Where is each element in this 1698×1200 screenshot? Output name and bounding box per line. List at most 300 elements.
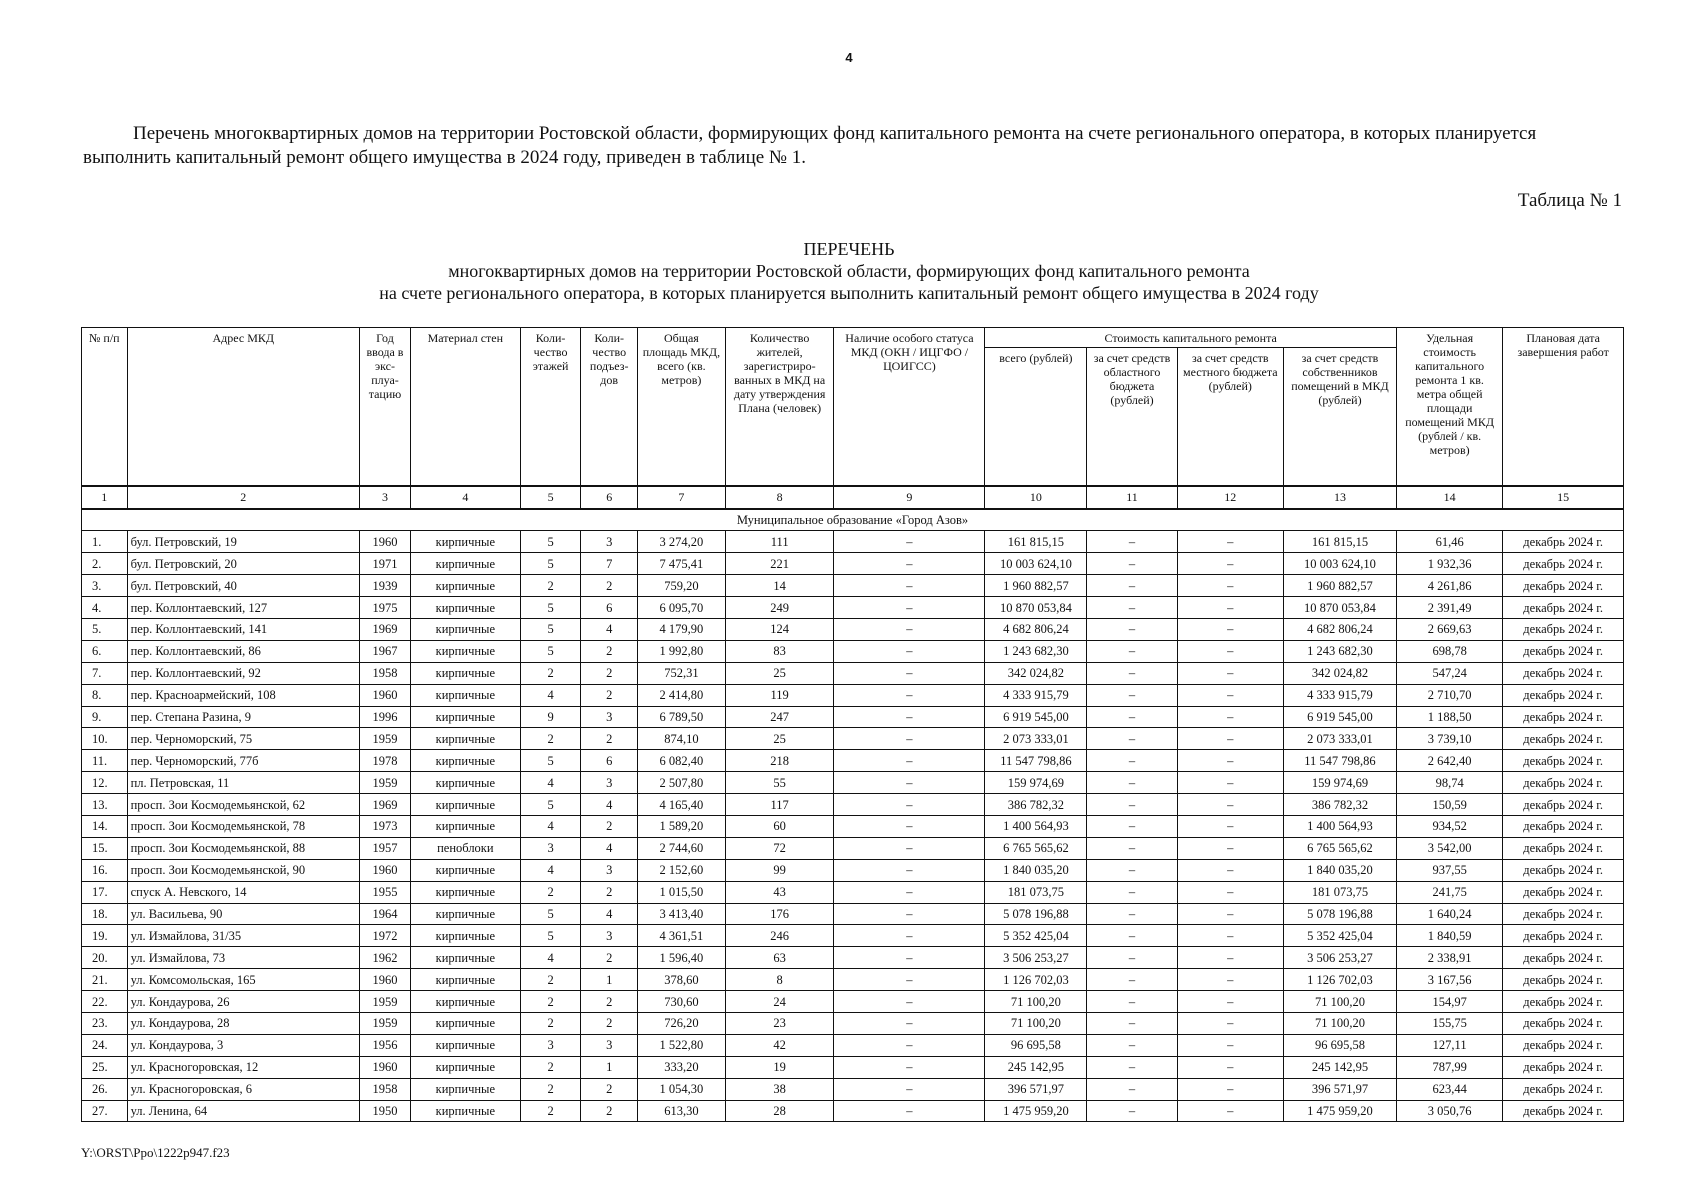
cost-regional-cell: –	[1087, 1100, 1177, 1122]
floors-cell: 5	[520, 925, 581, 947]
wall-material-cell: кирпичные	[411, 925, 521, 947]
cost-regional-cell: –	[1087, 794, 1177, 816]
cost-local-cell: –	[1177, 947, 1283, 969]
row-number: 1.	[82, 531, 128, 553]
floors-cell: 2	[520, 991, 581, 1013]
status-cell: –	[834, 640, 985, 662]
table-row	[82, 640, 1624, 662]
table-row	[82, 1034, 1624, 1056]
entrances-cell: 6	[581, 750, 637, 772]
area-cell: 7 475,41	[637, 553, 725, 575]
area-cell: 1 015,50	[637, 881, 725, 903]
specific-cost-cell: 3 167,56	[1396, 969, 1502, 991]
status-cell: –	[834, 925, 985, 947]
row-number: 27.	[82, 1100, 128, 1122]
specific-cost-cell: 4 261,86	[1396, 575, 1502, 597]
completion-date-cell: декабрь 2024 г.	[1503, 1012, 1624, 1034]
table-label: Таблица № 1	[1517, 190, 1622, 211]
residents-cell: 24	[725, 991, 834, 1013]
specific-cost-cell: 2 338,91	[1396, 947, 1502, 969]
intro-paragraph: Перечень многоквартирных домов на территории Ростовской области, формирующих фонд капитального ремонта на счете регионального оператора, в которых планируется выполнить капитальный ремонт общего имущества в 2024 году, приведен в таблице № 1.	[83, 123, 1537, 168]
table-row	[82, 531, 1624, 553]
completion-date-cell: декабрь 2024 г.	[1503, 859, 1624, 881]
cost-local-cell: –	[1177, 815, 1283, 837]
header-col-6: Коли-чество подъез-дов	[581, 328, 637, 486]
completion-date-cell: декабрь 2024 г.	[1503, 772, 1624, 794]
cost-owners-cell: 1 400 564,93	[1283, 815, 1396, 837]
table-row	[82, 728, 1624, 750]
area-cell: 1 589,20	[637, 815, 725, 837]
address-cell: бул. Петровский, 40	[127, 575, 359, 597]
table-row	[82, 794, 1624, 816]
table-row	[82, 553, 1624, 575]
cost-local-cell: –	[1177, 1056, 1283, 1078]
residents-cell: 119	[725, 684, 834, 706]
status-cell: –	[834, 1012, 985, 1034]
area-cell: 3 413,40	[637, 903, 725, 925]
year-cell: 1971	[359, 553, 410, 575]
cost-local-cell: –	[1177, 750, 1283, 772]
cost-local-cell: –	[1177, 1012, 1283, 1034]
entrances-cell: 3	[581, 859, 637, 881]
wall-material-cell: кирпичные	[411, 1034, 521, 1056]
area-cell: 4 179,90	[637, 618, 725, 640]
row-number: 2.	[82, 553, 128, 575]
entrances-cell: 3	[581, 531, 637, 553]
specific-cost-cell: 155,75	[1396, 1012, 1502, 1034]
cost-owners-cell: 2 073 333,01	[1283, 728, 1396, 750]
completion-date-cell: декабрь 2024 г.	[1503, 553, 1624, 575]
address-cell: пер. Коллонтаевский, 92	[127, 662, 359, 684]
cost-local-cell: –	[1177, 531, 1283, 553]
cost-local-cell: –	[1177, 618, 1283, 640]
cost-owners-cell: 386 782,32	[1283, 794, 1396, 816]
header-row-1	[82, 328, 1624, 348]
cost-total-cell: 71 100,20	[985, 991, 1087, 1013]
cost-regional-cell: –	[1087, 1056, 1177, 1078]
cost-total-cell: 4 333 915,79	[985, 684, 1087, 706]
column-number: 6	[581, 486, 637, 509]
address-cell: просп. Зои Космодемьянской, 90	[127, 859, 359, 881]
row-number: 13.	[82, 794, 128, 816]
specific-cost-cell: 2 669,63	[1396, 618, 1502, 640]
cost-total-cell: 3 506 253,27	[985, 947, 1087, 969]
row-number: 12.	[82, 772, 128, 794]
cost-regional-cell: –	[1087, 706, 1177, 728]
area-cell: 2 152,60	[637, 859, 725, 881]
status-cell: –	[834, 772, 985, 794]
cost-regional-cell: –	[1087, 772, 1177, 794]
wall-material-cell: кирпичные	[411, 706, 521, 728]
floors-cell: 3	[520, 1034, 581, 1056]
specific-cost-cell: 150,59	[1396, 794, 1502, 816]
cost-regional-cell: –	[1087, 947, 1177, 969]
wall-material-cell: кирпичные	[411, 728, 521, 750]
area-cell: 730,60	[637, 991, 725, 1013]
column-number: 11	[1087, 486, 1177, 509]
cost-local-cell: –	[1177, 662, 1283, 684]
cost-owners-cell: 5 078 196,88	[1283, 903, 1396, 925]
residents-cell: 72	[725, 837, 834, 859]
status-cell: –	[834, 662, 985, 684]
year-cell: 1967	[359, 640, 410, 662]
footer-file-path: Y:\ORST\Ppo\1222p947.f23	[81, 1145, 230, 1160]
table-row	[82, 662, 1624, 684]
status-cell: –	[834, 947, 985, 969]
cost-total-cell: 1 840 035,20	[985, 859, 1087, 881]
residents-cell: 124	[725, 618, 834, 640]
entrances-cell: 1	[581, 969, 637, 991]
specific-cost-cell: 1 188,50	[1396, 706, 1502, 728]
entrances-cell: 3	[581, 772, 637, 794]
header-col-12: за счет средств местного бюджета (рублей)	[1177, 348, 1283, 486]
cost-total-cell: 6 765 565,62	[985, 837, 1087, 859]
floors-cell: 5	[520, 640, 581, 662]
year-cell: 1972	[359, 925, 410, 947]
wall-material-cell: кирпичные	[411, 597, 521, 619]
completion-date-cell: декабрь 2024 г.	[1503, 662, 1624, 684]
status-cell: –	[834, 597, 985, 619]
cost-local-cell: –	[1177, 1034, 1283, 1056]
address-cell: пер. Красноармейский, 108	[127, 684, 359, 706]
residents-cell: 43	[725, 881, 834, 903]
column-numbers-row	[82, 486, 1624, 509]
cost-local-cell: –	[1177, 1078, 1283, 1100]
specific-cost-cell: 1 640,24	[1396, 903, 1502, 925]
cost-owners-cell: 71 100,20	[1283, 991, 1396, 1013]
floors-cell: 4	[520, 859, 581, 881]
header-cost-group: Стоимость капитального ремонта	[985, 328, 1397, 348]
status-cell: –	[834, 1078, 985, 1100]
row-number: 11.	[82, 750, 128, 772]
floors-cell: 2	[520, 1100, 581, 1122]
row-number: 24.	[82, 1034, 128, 1056]
entrances-cell: 2	[581, 662, 637, 684]
cost-regional-cell: –	[1087, 881, 1177, 903]
cost-total-cell: 1 126 702,03	[985, 969, 1087, 991]
floors-cell: 5	[520, 553, 581, 575]
header-col-5: Коли-чество этажей	[520, 328, 581, 486]
cost-owners-cell: 5 352 425,04	[1283, 925, 1396, 947]
address-cell: просп. Зои Космодемьянской, 88	[127, 837, 359, 859]
floors-cell: 4	[520, 772, 581, 794]
wall-material-cell: кирпичные	[411, 903, 521, 925]
residents-cell: 249	[725, 597, 834, 619]
status-cell: –	[834, 553, 985, 575]
table-row	[82, 969, 1624, 991]
completion-date-cell: декабрь 2024 г.	[1503, 728, 1624, 750]
year-cell: 1959	[359, 991, 410, 1013]
header-col-2: Адрес МКД	[127, 328, 359, 486]
row-number: 3.	[82, 575, 128, 597]
table-title	[0, 238, 1698, 304]
wall-material-cell: кирпичные	[411, 750, 521, 772]
wall-material-cell: кирпичные	[411, 1012, 521, 1034]
wall-material-cell: кирпичные	[411, 575, 521, 597]
wall-material-cell: кирпичные	[411, 815, 521, 837]
column-number: 5	[520, 486, 581, 509]
entrances-cell: 3	[581, 1034, 637, 1056]
year-cell: 1969	[359, 794, 410, 816]
status-cell: –	[834, 618, 985, 640]
address-cell: пер. Коллонтаевский, 141	[127, 618, 359, 640]
row-number: 10.	[82, 728, 128, 750]
header-col-11: за счет средств областного бюджета (рублей)	[1087, 348, 1177, 486]
status-cell: –	[834, 903, 985, 925]
cost-total-cell: 342 024,82	[985, 662, 1087, 684]
entrances-cell: 2	[581, 684, 637, 706]
row-number: 7.	[82, 662, 128, 684]
table-row	[82, 1056, 1624, 1078]
cost-owners-cell: 181 073,75	[1283, 881, 1396, 903]
completion-date-cell: декабрь 2024 г.	[1503, 597, 1624, 619]
year-cell: 1973	[359, 815, 410, 837]
address-cell: пер. Черноморский, 75	[127, 728, 359, 750]
entrances-cell: 2	[581, 947, 637, 969]
area-cell: 6 095,70	[637, 597, 725, 619]
cost-owners-cell: 1 960 882,57	[1283, 575, 1396, 597]
cost-total-cell: 71 100,20	[985, 1012, 1087, 1034]
header-col-9: Наличие особого статуса МКД (ОКН / ИЦГФО / ЦОИГСС)	[834, 328, 985, 486]
year-cell: 1958	[359, 662, 410, 684]
specific-cost-cell: 937,55	[1396, 859, 1502, 881]
row-number: 18.	[82, 903, 128, 925]
column-number: 10	[985, 486, 1087, 509]
cost-regional-cell: –	[1087, 1034, 1177, 1056]
floors-cell: 2	[520, 662, 581, 684]
address-cell: бул. Петровский, 19	[127, 531, 359, 553]
column-number: 3	[359, 486, 410, 509]
header-col-15: Плановая дата завершения работ	[1503, 328, 1624, 486]
cost-total-cell: 11 547 798,86	[985, 750, 1087, 772]
completion-date-cell: декабрь 2024 г.	[1503, 837, 1624, 859]
cost-local-cell: –	[1177, 925, 1283, 947]
area-cell: 333,20	[637, 1056, 725, 1078]
completion-date-cell: декабрь 2024 г.	[1503, 1034, 1624, 1056]
cost-owners-cell: 342 024,82	[1283, 662, 1396, 684]
status-cell: –	[834, 1056, 985, 1078]
entrances-cell: 2	[581, 881, 637, 903]
table-row	[82, 1012, 1624, 1034]
wall-material-cell: кирпичные	[411, 881, 521, 903]
entrances-cell: 1	[581, 1056, 637, 1078]
specific-cost-cell: 98,74	[1396, 772, 1502, 794]
year-cell: 1959	[359, 1012, 410, 1034]
residents-cell: 246	[725, 925, 834, 947]
title-line-1: ПЕРЕЧЕНЬ	[803, 239, 895, 259]
cost-local-cell: –	[1177, 684, 1283, 706]
table-row	[82, 925, 1624, 947]
row-number: 19.	[82, 925, 128, 947]
wall-material-cell: кирпичные	[411, 794, 521, 816]
address-cell: ул. Васильева, 90	[127, 903, 359, 925]
status-cell: –	[834, 1100, 985, 1122]
status-cell: –	[834, 859, 985, 881]
floors-cell: 5	[520, 903, 581, 925]
area-cell: 726,20	[637, 1012, 725, 1034]
wall-material-cell: кирпичные	[411, 772, 521, 794]
header-col-13: за счет средств собственников помещений в МКД (рублей)	[1283, 348, 1396, 486]
completion-date-cell: декабрь 2024 г.	[1503, 903, 1624, 925]
cost-regional-cell: –	[1087, 750, 1177, 772]
status-cell: –	[834, 881, 985, 903]
wall-material-cell: кирпичные	[411, 531, 521, 553]
wall-material-cell: кирпичные	[411, 859, 521, 881]
floors-cell: 5	[520, 531, 581, 553]
row-number: 6.	[82, 640, 128, 662]
row-number: 26.	[82, 1078, 128, 1100]
wall-material-cell: кирпичные	[411, 640, 521, 662]
cost-total-cell: 1 400 564,93	[985, 815, 1087, 837]
address-cell: ул. Кондаурова, 28	[127, 1012, 359, 1034]
address-cell: ул. Измайлова, 31/35	[127, 925, 359, 947]
cost-owners-cell: 10 003 624,10	[1283, 553, 1396, 575]
area-cell: 1 522,80	[637, 1034, 725, 1056]
header-col-7: Общая площадь МКД, всего (кв. метров)	[637, 328, 725, 486]
cost-local-cell: –	[1177, 991, 1283, 1013]
cost-regional-cell: –	[1087, 728, 1177, 750]
completion-date-cell: декабрь 2024 г.	[1503, 947, 1624, 969]
floors-cell: 5	[520, 750, 581, 772]
cost-regional-cell: –	[1087, 903, 1177, 925]
floors-cell: 3	[520, 837, 581, 859]
entrances-cell: 4	[581, 837, 637, 859]
wall-material-cell: кирпичные	[411, 618, 521, 640]
status-cell: –	[834, 575, 985, 597]
residents-cell: 25	[725, 662, 834, 684]
status-cell: –	[834, 750, 985, 772]
status-cell: –	[834, 837, 985, 859]
cost-local-cell: –	[1177, 969, 1283, 991]
year-cell: 1975	[359, 597, 410, 619]
floors-cell: 4	[520, 684, 581, 706]
cost-total-cell: 10 870 053,84	[985, 597, 1087, 619]
table-row	[82, 684, 1624, 706]
area-cell: 3 274,20	[637, 531, 725, 553]
year-cell: 1950	[359, 1100, 410, 1122]
floors-cell: 5	[520, 618, 581, 640]
table-row	[82, 575, 1624, 597]
cost-total-cell: 96 695,58	[985, 1034, 1087, 1056]
row-number: 21.	[82, 969, 128, 991]
cost-local-cell: –	[1177, 706, 1283, 728]
residents-cell: 111	[725, 531, 834, 553]
row-number: 20.	[82, 947, 128, 969]
cost-total-cell: 10 003 624,10	[985, 553, 1087, 575]
completion-date-cell: декабрь 2024 г.	[1503, 531, 1624, 553]
residents-cell: 218	[725, 750, 834, 772]
cost-local-cell: –	[1177, 597, 1283, 619]
cost-total-cell: 181 073,75	[985, 881, 1087, 903]
column-number: 2	[127, 486, 359, 509]
table-row	[82, 772, 1624, 794]
cost-total-cell: 159 974,69	[985, 772, 1087, 794]
residents-cell: 25	[725, 728, 834, 750]
address-cell: пер. Степана Разина, 9	[127, 706, 359, 728]
row-number: 25.	[82, 1056, 128, 1078]
cost-total-cell: 1 960 882,57	[985, 575, 1087, 597]
cost-local-cell: –	[1177, 640, 1283, 662]
area-cell: 1 596,40	[637, 947, 725, 969]
area-cell: 1 992,80	[637, 640, 725, 662]
residents-cell: 23	[725, 1012, 834, 1034]
year-cell: 1957	[359, 837, 410, 859]
cost-regional-cell: –	[1087, 575, 1177, 597]
specific-cost-cell: 3 739,10	[1396, 728, 1502, 750]
cost-regional-cell: –	[1087, 815, 1177, 837]
row-number: 5.	[82, 618, 128, 640]
cost-total-cell: 386 782,32	[985, 794, 1087, 816]
entrances-cell: 2	[581, 1100, 637, 1122]
specific-cost-cell: 2 642,40	[1396, 750, 1502, 772]
floors-cell: 2	[520, 1012, 581, 1034]
cost-owners-cell: 1 475 959,20	[1283, 1100, 1396, 1122]
cost-owners-cell: 159 974,69	[1283, 772, 1396, 794]
table-row	[82, 1078, 1624, 1100]
floors-cell: 2	[520, 1078, 581, 1100]
specific-cost-cell: 127,11	[1396, 1034, 1502, 1056]
residents-cell: 247	[725, 706, 834, 728]
residents-cell: 99	[725, 859, 834, 881]
year-cell: 1969	[359, 618, 410, 640]
year-cell: 1960	[359, 531, 410, 553]
address-cell: ул. Измайлова, 73	[127, 947, 359, 969]
cost-total-cell: 6 919 545,00	[985, 706, 1087, 728]
residents-cell: 221	[725, 553, 834, 575]
address-cell: пер. Коллонтаевский, 86	[127, 640, 359, 662]
status-cell: –	[834, 728, 985, 750]
column-number: 7	[637, 486, 725, 509]
cost-regional-cell: –	[1087, 553, 1177, 575]
wall-material-cell: кирпичные	[411, 947, 521, 969]
address-cell: пер. Черноморский, 77б	[127, 750, 359, 772]
specific-cost-cell: 1 840,59	[1396, 925, 1502, 947]
cost-local-cell: –	[1177, 553, 1283, 575]
column-number: 8	[725, 486, 834, 509]
year-cell: 1962	[359, 947, 410, 969]
entrances-cell: 3	[581, 925, 637, 947]
specific-cost-cell: 623,44	[1396, 1078, 1502, 1100]
wall-material-cell: кирпичные	[411, 553, 521, 575]
column-number: 13	[1283, 486, 1396, 509]
year-cell: 1960	[359, 969, 410, 991]
status-cell: –	[834, 1034, 985, 1056]
area-cell: 759,20	[637, 575, 725, 597]
address-cell: ул. Красногоровская, 6	[127, 1078, 359, 1100]
specific-cost-cell: 3 050,76	[1396, 1100, 1502, 1122]
address-cell: ул. Кондаурова, 26	[127, 991, 359, 1013]
cost-regional-cell: –	[1087, 1012, 1177, 1034]
completion-date-cell: декабрь 2024 г.	[1503, 1100, 1624, 1122]
completion-date-cell: декабрь 2024 г.	[1503, 684, 1624, 706]
cost-local-cell: –	[1177, 772, 1283, 794]
completion-date-cell: декабрь 2024 г.	[1503, 991, 1624, 1013]
specific-cost-cell: 1 932,36	[1396, 553, 1502, 575]
entrances-cell: 2	[581, 575, 637, 597]
entrances-cell: 2	[581, 1078, 637, 1100]
header-col-10: всего (рублей)	[985, 348, 1087, 486]
area-cell: 2 507,80	[637, 772, 725, 794]
specific-cost-cell: 61,46	[1396, 531, 1502, 553]
residents-cell: 38	[725, 1078, 834, 1100]
completion-date-cell: декабрь 2024 г.	[1503, 1078, 1624, 1100]
floors-cell: 5	[520, 597, 581, 619]
cost-regional-cell: –	[1087, 969, 1177, 991]
table-row	[82, 1100, 1624, 1122]
area-cell: 752,31	[637, 662, 725, 684]
table-row	[82, 903, 1624, 925]
status-cell: –	[834, 706, 985, 728]
